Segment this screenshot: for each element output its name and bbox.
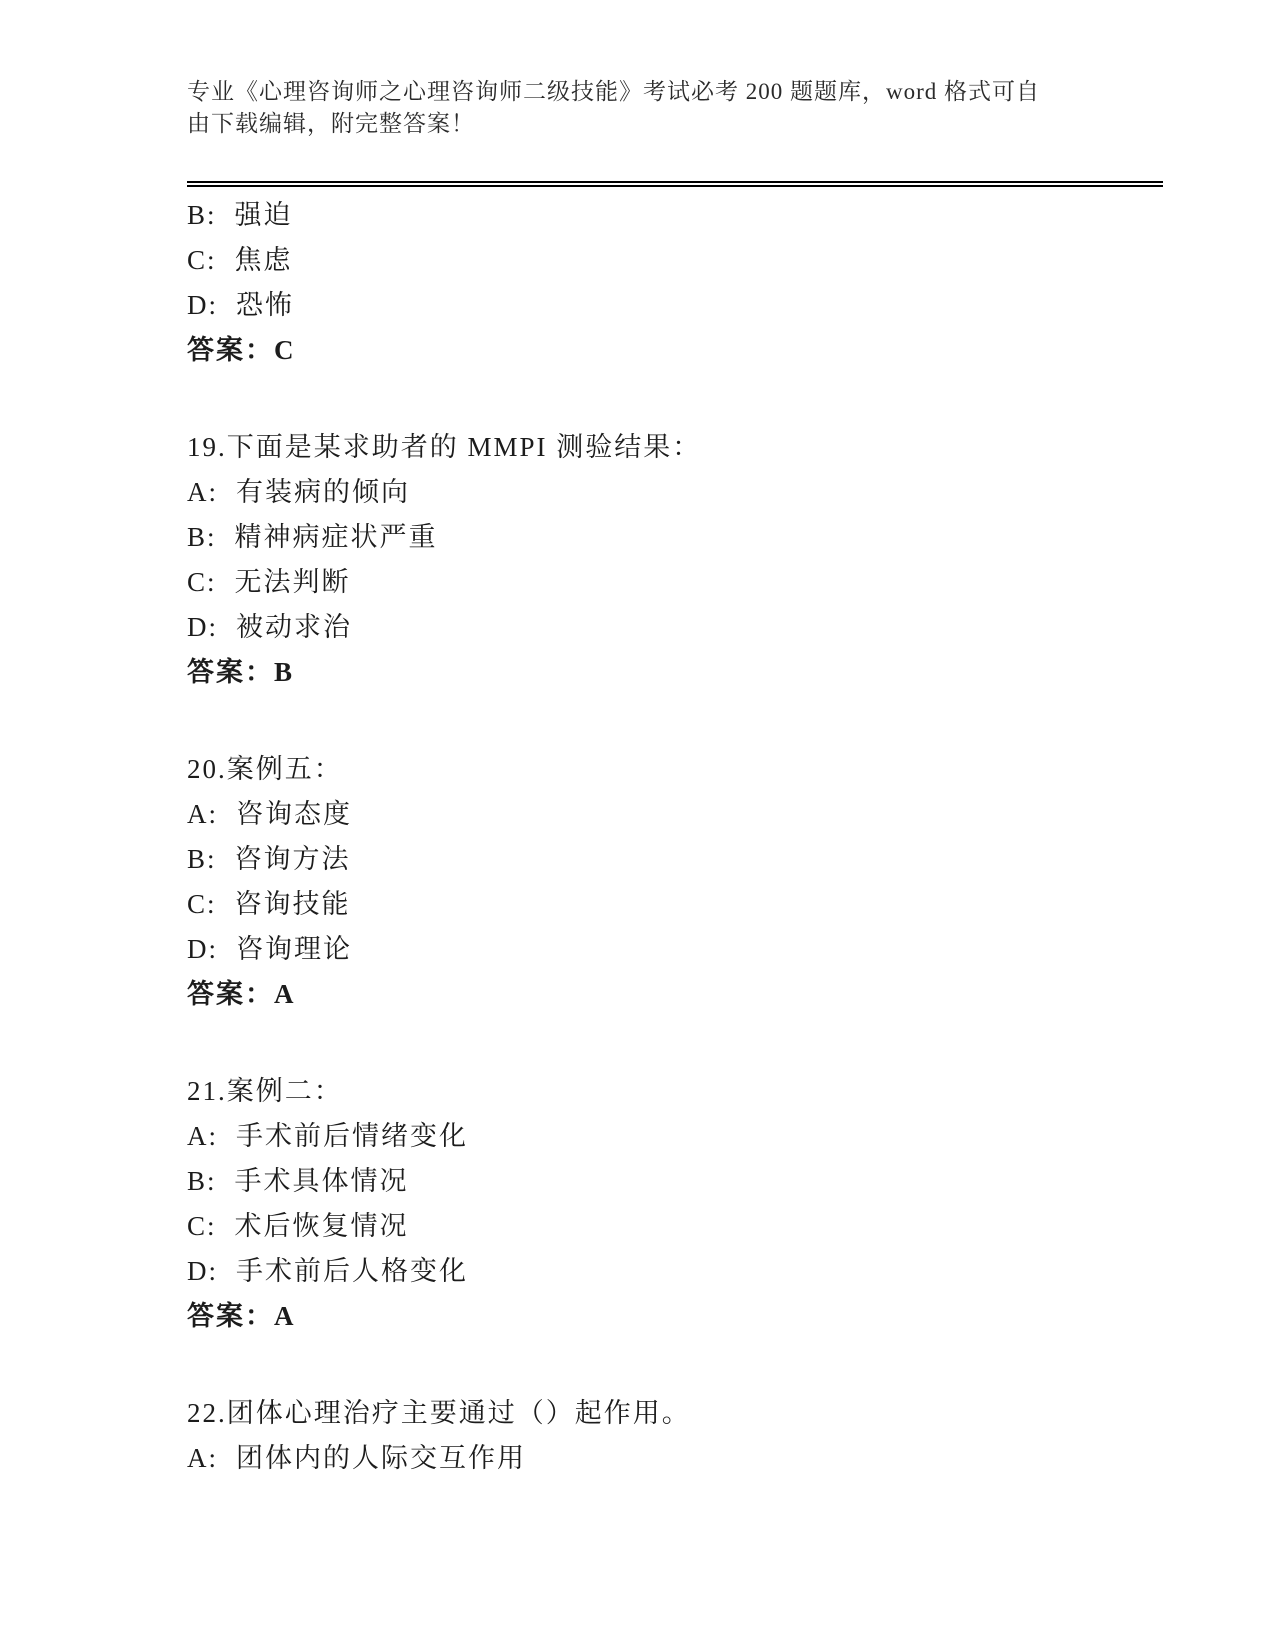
- option-label: A:: [187, 1443, 218, 1473]
- option-line: [187, 837, 1163, 882]
- option-text: 精神病症状严重: [234, 522, 438, 552]
- option-text: 手术前后人格变化: [236, 1256, 468, 1286]
- option-line: [187, 792, 1163, 837]
- option-line: [187, 283, 1163, 328]
- header-divider-double-rule: [187, 181, 1163, 187]
- option-text: 手术前后情绪变化: [236, 1121, 468, 1151]
- question-title: 21.案例二：: [187, 1076, 343, 1106]
- option-text: 咨询态度: [236, 799, 352, 829]
- option-label: D:: [187, 612, 218, 642]
- question-block-22: [187, 1391, 1163, 1481]
- option-text: 咨询理论: [236, 934, 352, 964]
- question-title: 20.案例五：: [187, 754, 343, 784]
- question-block-19: [187, 425, 1163, 695]
- question-title: 22.团体心理治疗主要通过（）起作用。: [187, 1398, 691, 1428]
- option-line: [187, 927, 1163, 972]
- option-line: [187, 238, 1163, 283]
- option-label: B:: [187, 844, 217, 874]
- option-label: D:: [187, 1256, 218, 1286]
- option-label: A:: [187, 799, 218, 829]
- option-line: [187, 605, 1163, 650]
- option-label: A:: [187, 477, 218, 507]
- option-line: [187, 1204, 1163, 1249]
- question-title: 19.下面是某求助者的 MMPI 测验结果：: [187, 432, 702, 462]
- option-line: [187, 882, 1163, 927]
- option-text: 被动求治: [236, 612, 352, 642]
- option-label: C:: [187, 1211, 217, 1241]
- answer-line: 答案：A: [187, 1301, 296, 1331]
- option-line: [187, 193, 1163, 238]
- option-text: 有装病的倾向: [236, 477, 410, 507]
- option-line: [187, 560, 1163, 605]
- option-line: [187, 1436, 1163, 1481]
- option-line: [187, 515, 1163, 560]
- answer-line: 答案：C: [187, 335, 296, 365]
- option-label: C:: [187, 567, 217, 597]
- option-line: [187, 1114, 1163, 1159]
- option-label: C:: [187, 889, 217, 919]
- option-text: 咨询方法: [234, 844, 351, 874]
- option-label: B:: [187, 200, 217, 230]
- question-block-partial: [187, 193, 1163, 373]
- document-header: [187, 0, 1163, 140]
- option-label: D:: [187, 934, 218, 964]
- answer-line: 答案：A: [187, 979, 296, 1009]
- option-text: 焦虑: [234, 245, 293, 275]
- option-text: 无法判断: [234, 567, 351, 597]
- question-list: [187, 193, 1163, 1481]
- option-line: [187, 1159, 1163, 1204]
- option-line: [187, 470, 1163, 515]
- option-label: B:: [187, 522, 217, 552]
- answer-line: 答案：B: [187, 657, 295, 687]
- option-text: 强迫: [234, 200, 293, 230]
- option-label: B:: [187, 1166, 217, 1196]
- option-text: 手术具体情况: [234, 1166, 409, 1196]
- option-label: D:: [187, 290, 218, 320]
- question-block-21: [187, 1069, 1163, 1339]
- question-block-20: [187, 747, 1163, 1017]
- header-line-1: 专业《心理咨询师之心理咨询师二级技能》考试必考 200 题题库，word 格式可自: [187, 79, 1041, 104]
- option-text: 术后恢复情况: [234, 1211, 409, 1241]
- header-line-2: 由下载编辑，附完整答案！: [187, 111, 475, 136]
- option-label: A:: [187, 1121, 218, 1151]
- option-text: 咨询技能: [234, 889, 351, 919]
- option-text: 团体内的人际交互作用: [236, 1443, 526, 1473]
- option-label: C:: [187, 245, 217, 275]
- option-text: 恐怖: [236, 290, 294, 320]
- option-line: [187, 1249, 1163, 1294]
